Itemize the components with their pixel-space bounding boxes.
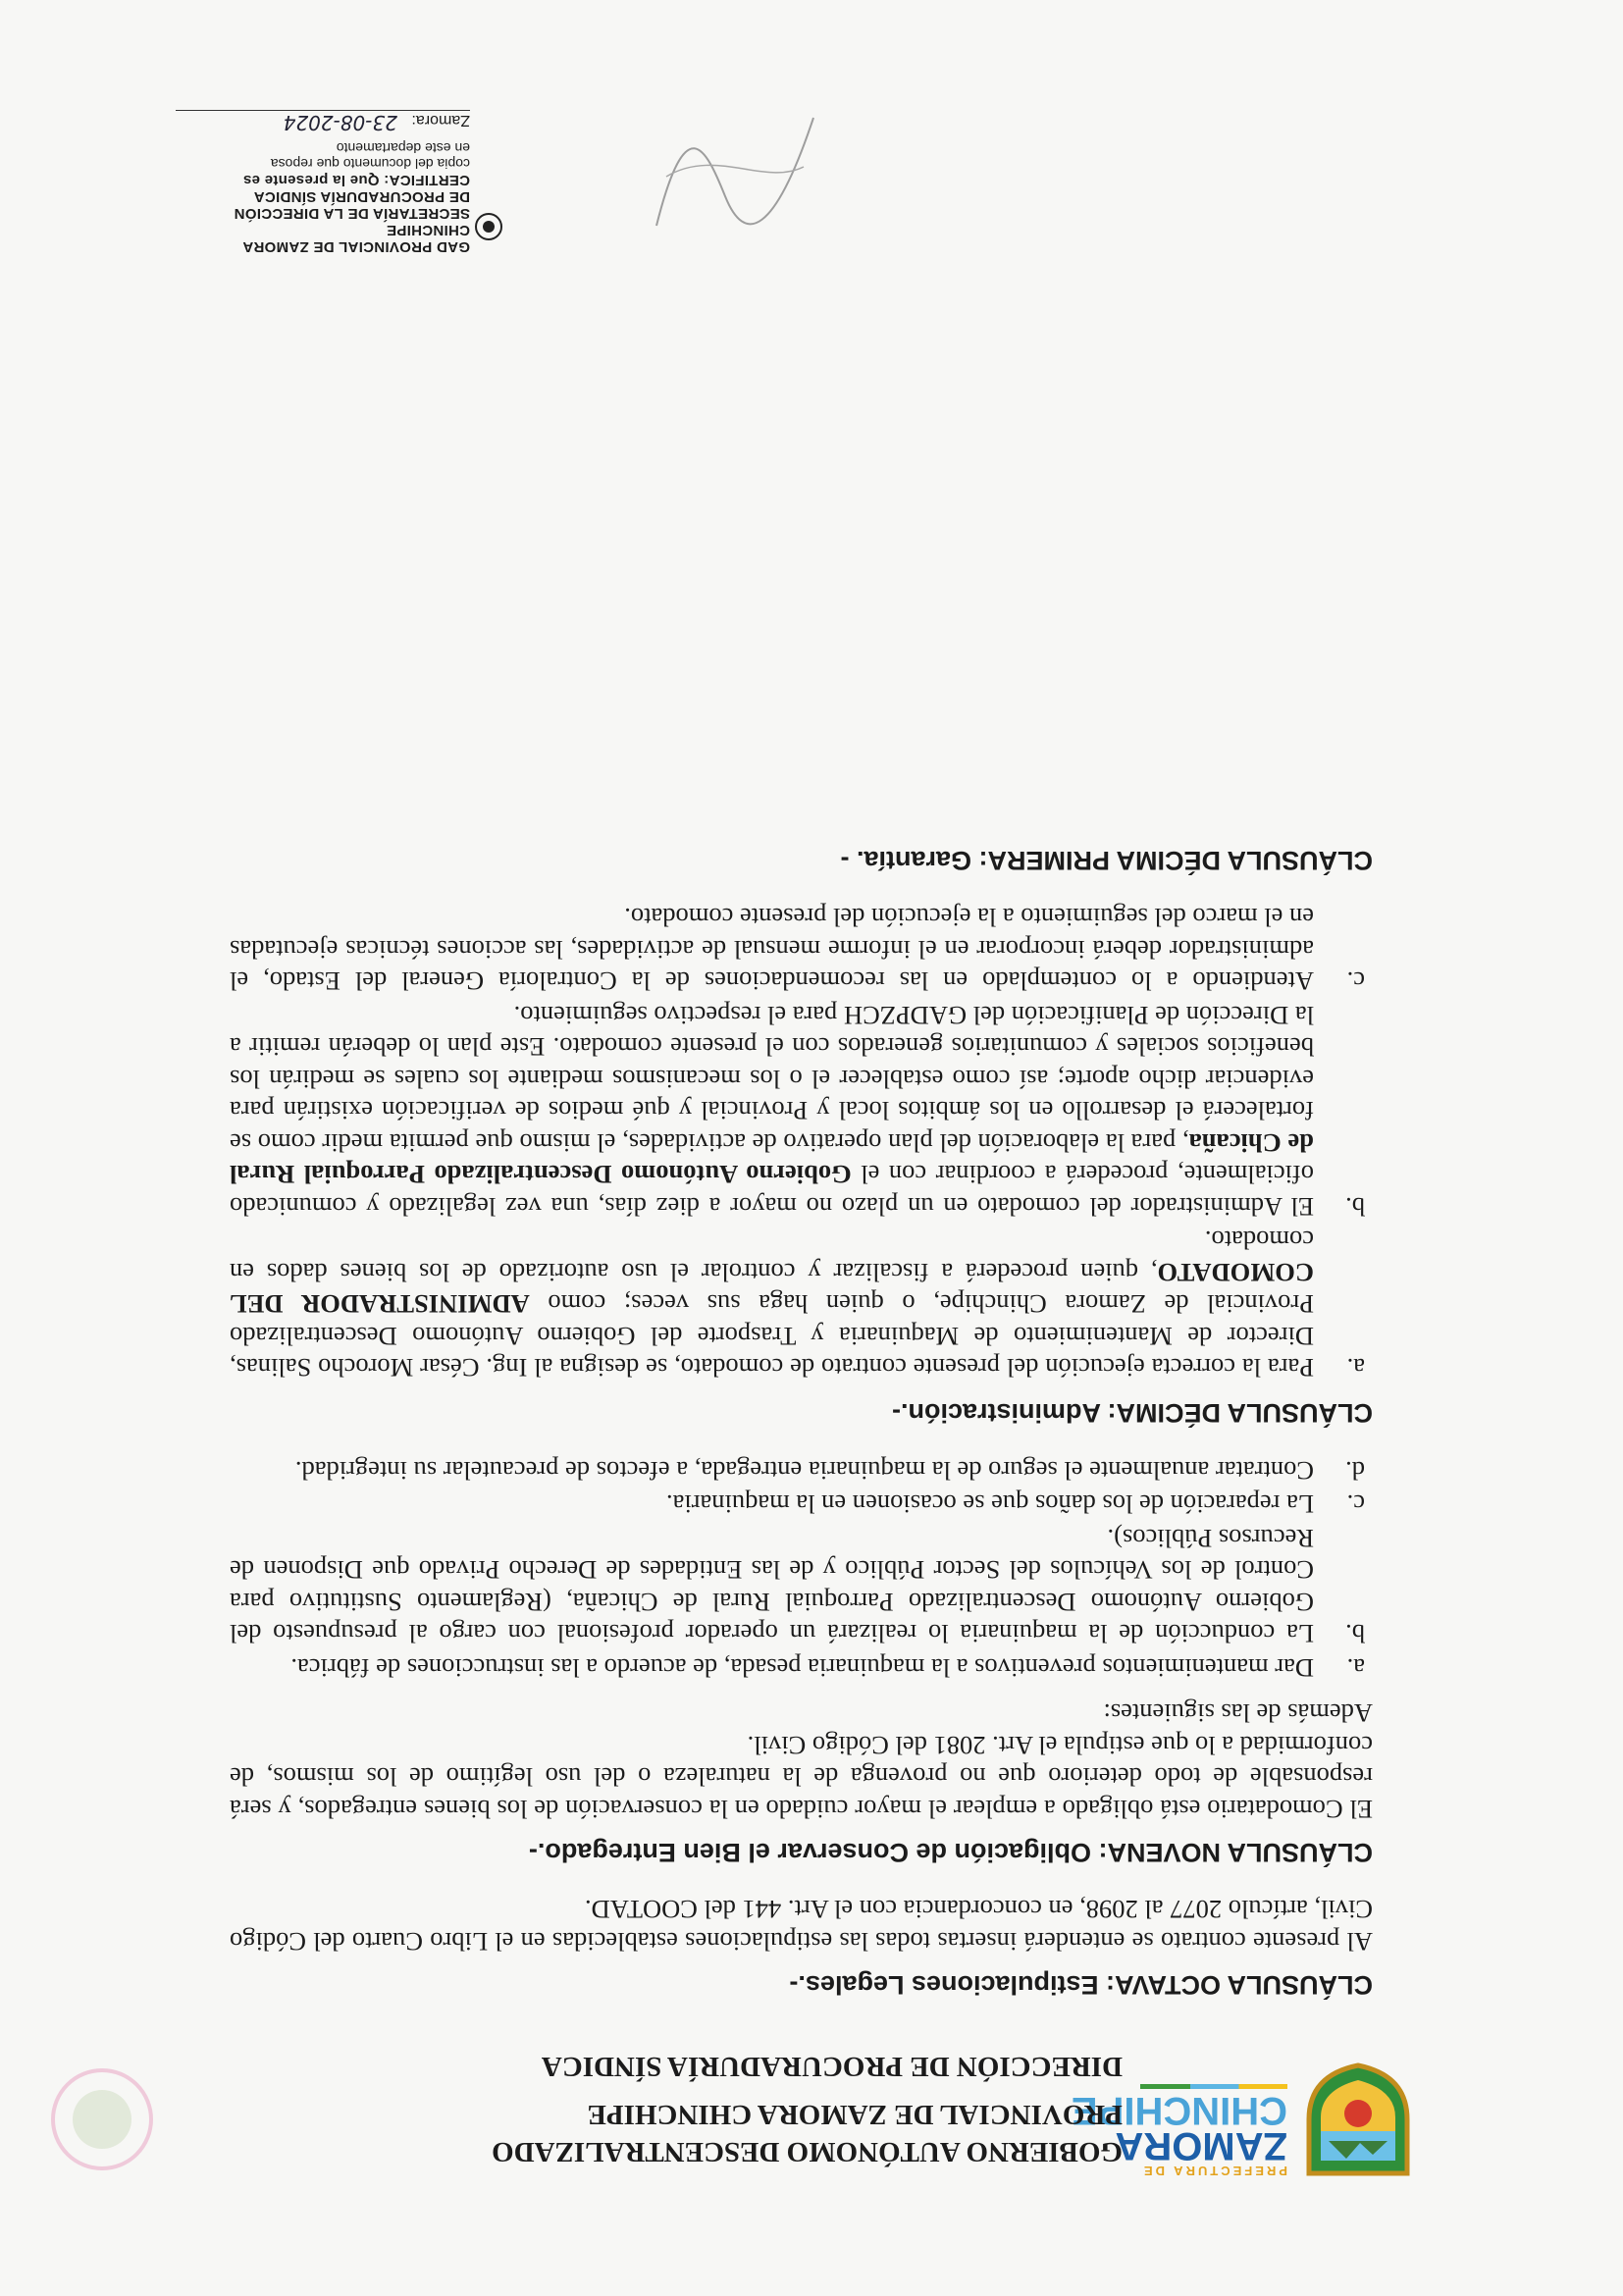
list-item <box>230 1488 1373 1521</box>
document-body <box>230 833 1373 2026</box>
list-item <box>230 1652 1373 1685</box>
stamp-date-label: Zamora: <box>411 112 470 129</box>
stamp-date-line <box>176 110 470 134</box>
list-marker: a. <box>1346 1353 1365 1383</box>
list-item <box>230 1000 1373 1224</box>
clause-octava-text: Al presente contrato se entenderá insertas todas las estipulaciones establecidas en el Libro Cuarto del Código Civil, artículo 2077 al 2098, en concordancia con el Art. 441 del COOTAD. <box>230 1895 1373 1957</box>
list-marker: d. <box>1345 1456 1365 1486</box>
clause-decima-title: CLÁUSULA DÉCIMA: Administración.- <box>892 1398 1373 1429</box>
list-item-text: Dar mantenimientos preventivos a la maquinaria pesada, de acuerdo a las instrucciones de fábrica. <box>290 1653 1314 1683</box>
stamp-date-value: 23-08-2024 <box>283 111 397 134</box>
header-title-line2: PROVINCIAL DE ZAMORA CHINCHIPE <box>587 2099 1123 2130</box>
brand-top-text: PREFECTURA DE <box>1140 2164 1287 2178</box>
provincial-crest-icon <box>1299 2061 1417 2188</box>
list-item <box>230 1523 1373 1650</box>
stamp-line2: SECRETARÍA DE LA DIRECCIÓN <box>234 205 470 222</box>
prefectura-brand <box>1071 2084 1287 2178</box>
clause-decima-list <box>230 902 1373 1384</box>
clause-novena-list <box>230 1455 1373 1685</box>
list-item-text-cont: , para la elaboración del plan operativo de actividades, el mismo que permita medir como se fortalecerá el desarrollo en los ámbitos local y Provincial y qué medios de verificación existirán para evidenciar dicho aporte; así como establecer el o los mecanismos mediante los cuales se medirán los beneficios sociales y comunitarios generados con el presente comodato. Este plan lo deberán remitir a la Dirección de Planificación del GADPZCH para el respectivo seguimiento. <box>230 1001 1314 1158</box>
clause-octava-title: CLÁUSULA OCTAVA: Estipulaciones Legales.- <box>789 1970 1373 2000</box>
list-marker: c. <box>1346 966 1365 997</box>
list-item <box>230 902 1373 998</box>
stamp-line4: CERTIFICA: Que la presente es <box>242 172 470 188</box>
administrator-role: ADMINISTRADOR DEL COMODATO <box>230 1258 1314 1320</box>
header-title-line1: GOBIERNO AUTÓNOMO DESCENTRALIZADO <box>492 2136 1123 2167</box>
list-marker: b. <box>1345 1192 1365 1222</box>
clause-novena-text: El Comodatario está obligado a emplear el mayor cuidado en la conservación de los bienes entregados, y será responsable de todo deterioro que no provenga de la naturaleza o del uso legítimo de los mismos, de conformidad a lo que estipula el Art. 2081 del Código Civil. <box>230 1731 1373 1824</box>
department-name: DIRECCIÓN DE PROCURADURÍA SÍNDICA <box>541 2051 1123 2082</box>
header-title <box>492 2096 1123 2170</box>
list-item-text-cont: , quien procederá a fiscalizar y controlar el uso autorizado de los bienes dados en comodato. <box>230 1226 1314 1287</box>
letterhead <box>181 2031 1417 2188</box>
list-item-text: La reparación de los daños que se ocasionen en la maquinaria. <box>665 1489 1314 1520</box>
stamp-line5: copia del documento que reposa <box>270 156 470 172</box>
list-item-text: El Administrador del comodato en un plazo no mayor a diez días, una vez legalizado y comunicado oficialmente, procederá a coordinar con el <box>230 1160 1314 1222</box>
brand-line1: ZAMORA <box>1115 2124 1287 2167</box>
stamp-line6: en este departamento <box>336 140 470 156</box>
brand-line2: CHINCHIPE <box>1071 2089 1287 2132</box>
list-item-text: Para la correcta ejecución del presente contrato de comodato, se designa al Ing. César Morocho Salinas, Director de Mantenimiento de Maquinaria y Trasporte del Gobierno Autónomo Descentralizado Provincial de Zamora Chinchipe, o quien haga sus veces; como <box>230 1289 1314 1383</box>
list-item <box>230 1455 1373 1487</box>
list-marker: b. <box>1345 1619 1365 1649</box>
clause-novena-intro: Además de las siguientes: <box>1103 1698 1373 1729</box>
clause-decima-primera-title: CLÁUSULA DÉCIMA PRIMERA: Garantía. - <box>840 846 1373 875</box>
handwritten-signature-icon <box>637 88 833 255</box>
list-marker: a. <box>1346 1653 1365 1683</box>
list-item-text: Atendiendo a lo contemplado en las recomendaciones de la Contraloría General del Estado, el administrador deberá incorporar en el informe mensual de actividades, las acciones técnicas ejecutadas en el marco del seguimiento a la ejecución del presente comodato. <box>230 903 1314 997</box>
list-item <box>230 1225 1373 1384</box>
list-marker: c. <box>1346 1489 1365 1520</box>
watermark-seal-icon <box>48 2061 156 2178</box>
stamp-line1: GAD PROVINCIAL DE ZAMORA CHINCHIPE <box>242 222 470 255</box>
gad-parroquial-name: Gobierno Autónomo Descentralizado Parroquial Rural de Chicaña <box>230 1128 1314 1190</box>
stamp-line3: DE PROCURADURÍA SÍNDICA <box>253 188 470 205</box>
certification-stamp <box>156 110 470 255</box>
seal-icon <box>474 212 503 241</box>
clause-novena-title: CLÁUSULA NOVENA: Obligación de Conservar el Bien Entregado.- <box>528 1838 1373 1867</box>
list-item-text: La conducción de la maquinaria lo realizará un operador profesional con cargo al presupuesto del Gobierno Autónomo Descentralizado Parroquial Rural de Chicaña, (Reglamento Sustitutivo para Control de los Vehículos del Sector Público y de las Entidades de Derecho Privado que Disponen de Recursos Públicos). <box>230 1524 1314 1649</box>
list-item-text: Contratar anualmente el seguro de la maquinaria entregada, a efectos de precautelar su integridad. <box>294 1456 1314 1486</box>
